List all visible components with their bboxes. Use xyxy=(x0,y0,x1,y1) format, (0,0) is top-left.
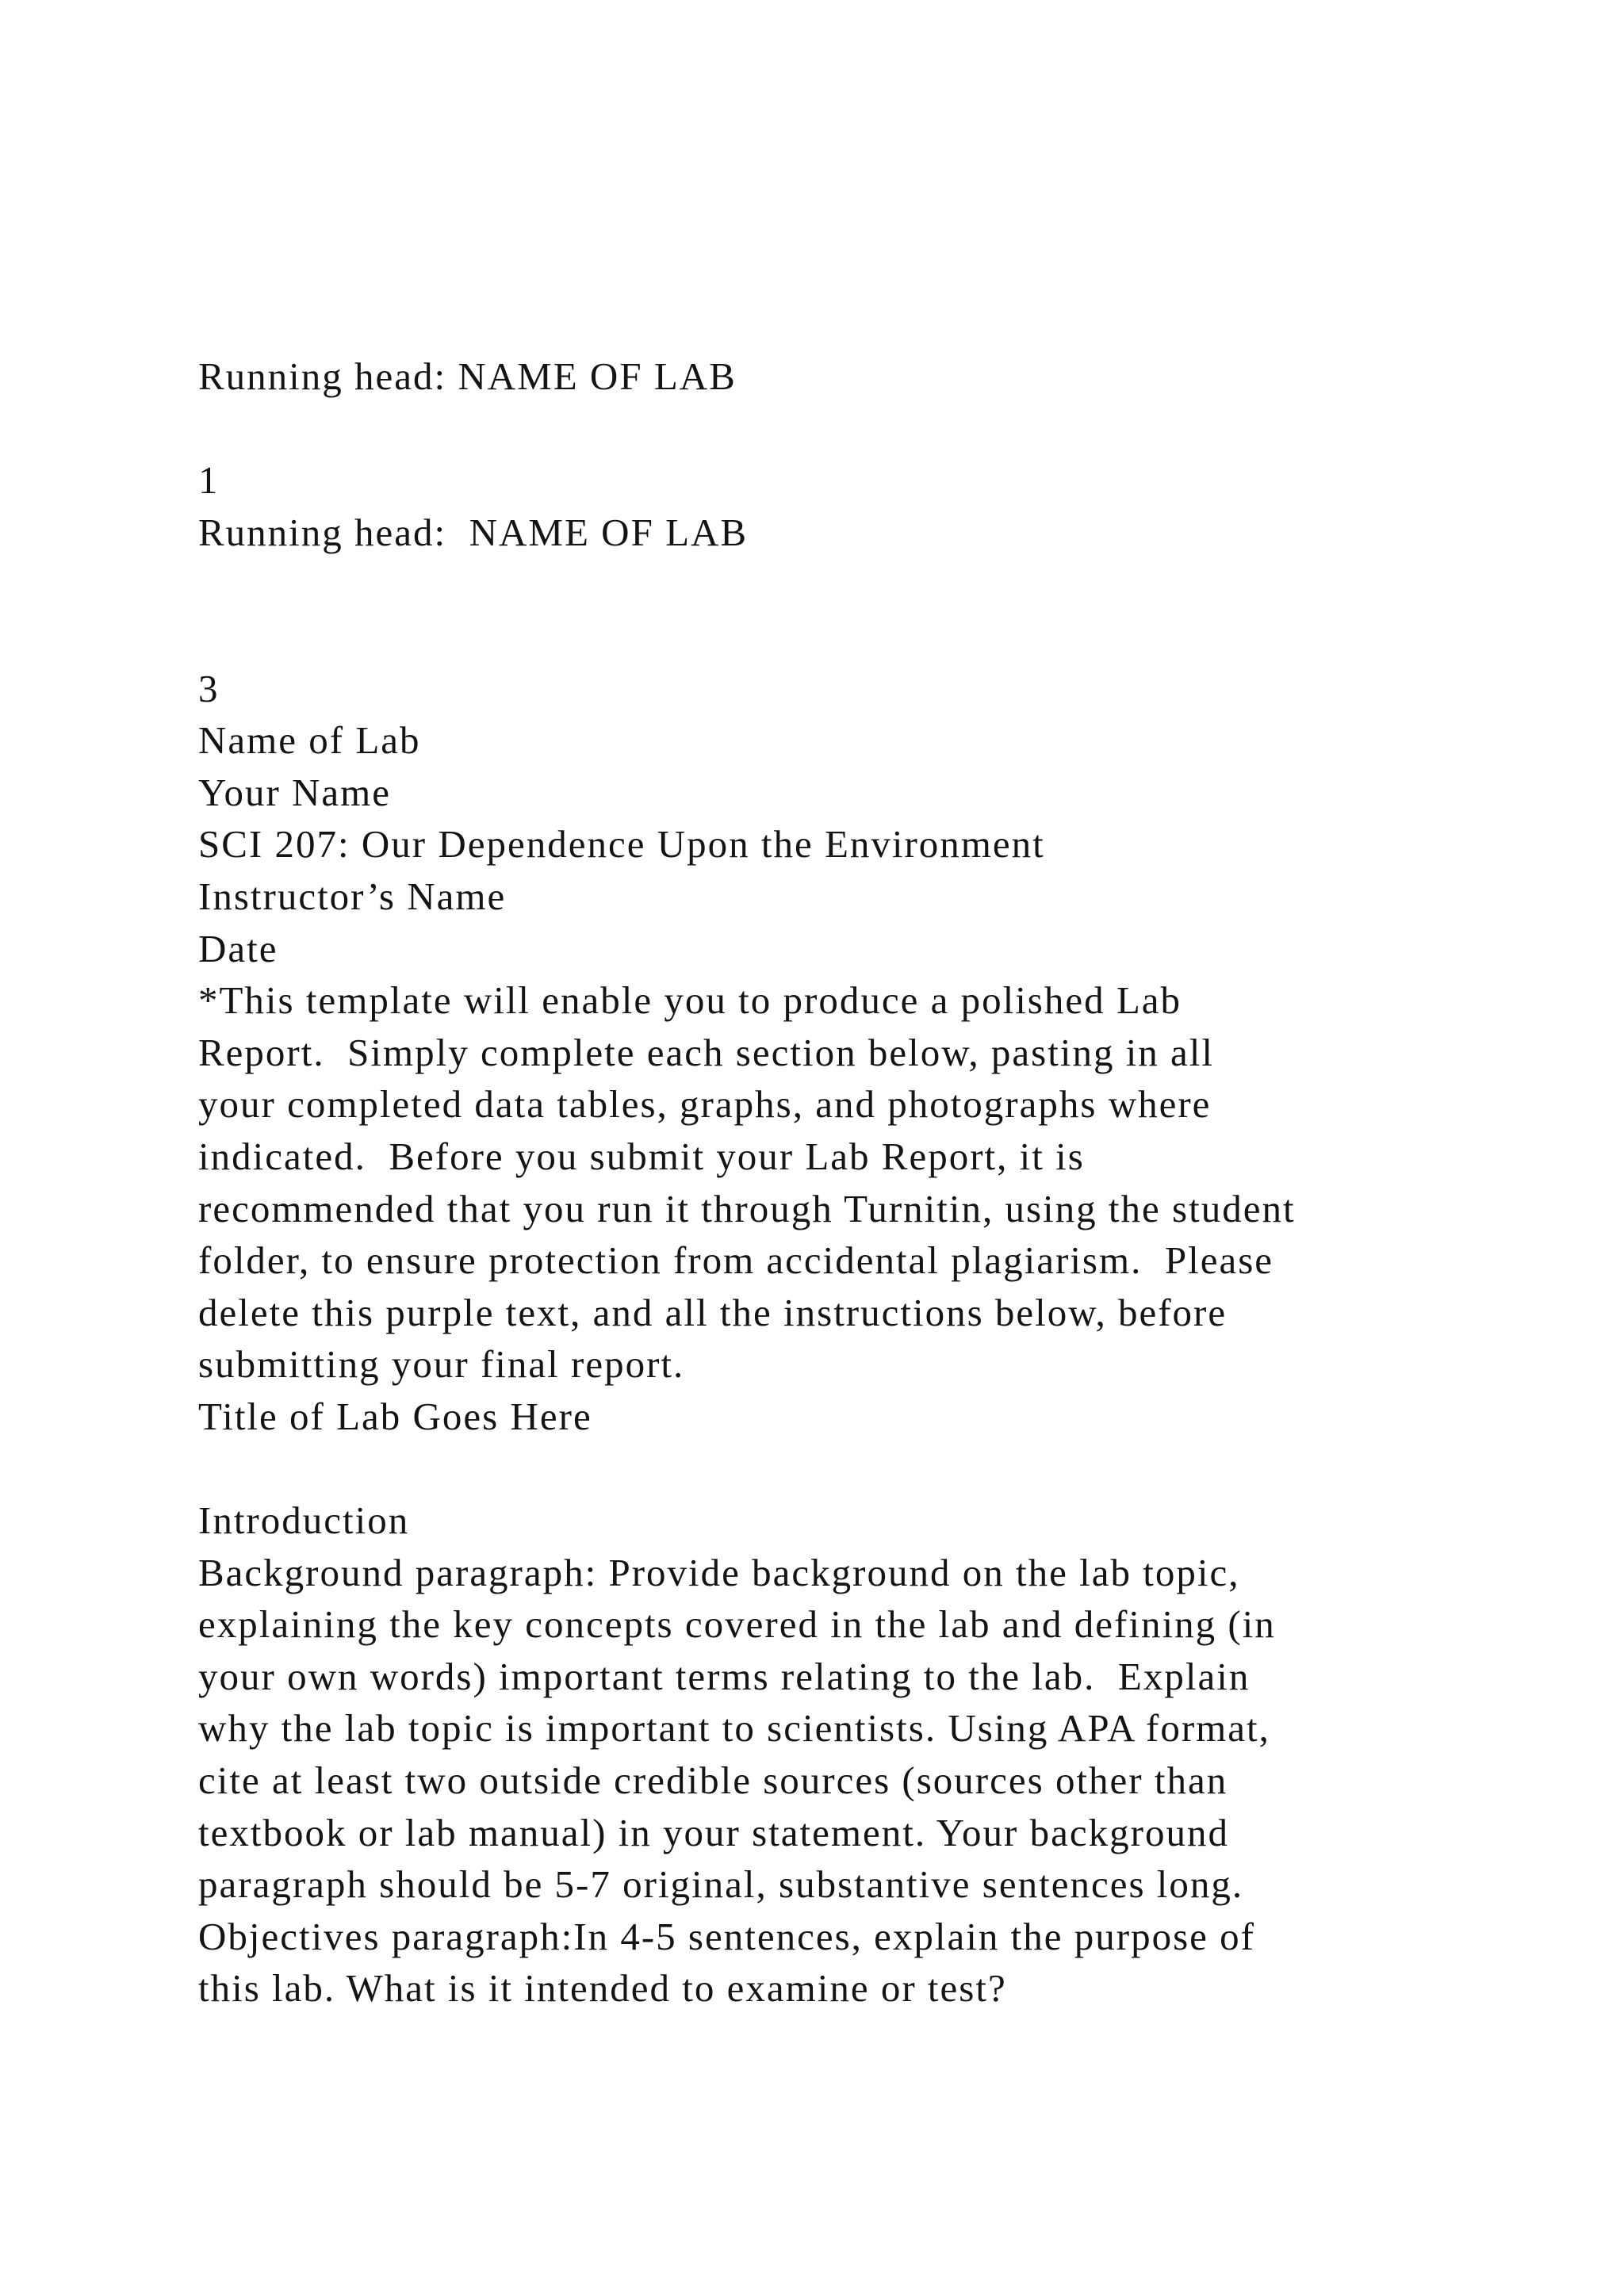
template-note-line: Report. Simply complete each section below, pasting in all xyxy=(198,1030,1215,1074)
background-line: your own words) important terms relating to the lab. Explain xyxy=(198,1654,1251,1698)
page-number: 3 xyxy=(198,666,220,710)
blank-line xyxy=(198,403,1483,455)
template-note-line: folder, to ensure protection from accidental plagiarism. Please xyxy=(198,1238,1274,1283)
instructor-name: Instructor’s Name xyxy=(198,874,507,918)
page-number: 1 xyxy=(198,458,220,503)
running-head: Running head: NAME OF LAB xyxy=(198,510,749,554)
objectives-line: this lab. What is it intended to examine or test? xyxy=(198,1966,1007,2011)
template-note-line: submitting your final report. xyxy=(198,1342,685,1387)
lab-title: Title of Lab Goes Here xyxy=(198,1394,592,1438)
background-line: cite at least two outside credible sources (sources other than xyxy=(198,1758,1228,1803)
template-note-line: your completed data tables, graphs, and photographs where xyxy=(198,1082,1212,1127)
background-line: why the lab topic is important to scientists. Using APA format, xyxy=(198,1706,1270,1751)
course-name: SCI 207: Our Dependence Upon the Environment xyxy=(198,822,1045,867)
introduction-heading: Introduction xyxy=(198,1498,410,1543)
template-note-line: *This template will enable you to produce a polished Lab xyxy=(198,978,1182,1023)
template-note-line: indicated. Before you submit your Lab Report, it is xyxy=(198,1134,1085,1178)
template-note-line: recommended that you run it through Turnitin, using the student xyxy=(198,1186,1296,1230)
lab-name: Name of Lab xyxy=(198,718,421,763)
blank-line xyxy=(198,558,1483,610)
background-line: explaining the key concepts covered in the lab and defining (in xyxy=(198,1602,1276,1647)
background-line: textbook or lab manual) in your statement. Your background xyxy=(198,1810,1229,1854)
background-line: paragraph should be 5-7 original, substantive sentences long. xyxy=(198,1862,1244,1907)
background-line: Background paragraph: Provide background on the lab topic, xyxy=(198,1550,1240,1594)
blank-line xyxy=(198,610,1483,663)
template-note-line: delete this purple text, and all the instructions below, before xyxy=(198,1290,1228,1334)
objectives-line: Objectives paragraph:In 4-5 sentences, explain the purpose of xyxy=(198,1914,1255,1958)
student-name: Your Name xyxy=(198,770,392,814)
blank-line xyxy=(198,1442,1483,1494)
running-head: Running head: NAME OF LAB xyxy=(198,354,737,398)
date-line: Date xyxy=(198,926,278,970)
document-body xyxy=(198,350,1483,2015)
